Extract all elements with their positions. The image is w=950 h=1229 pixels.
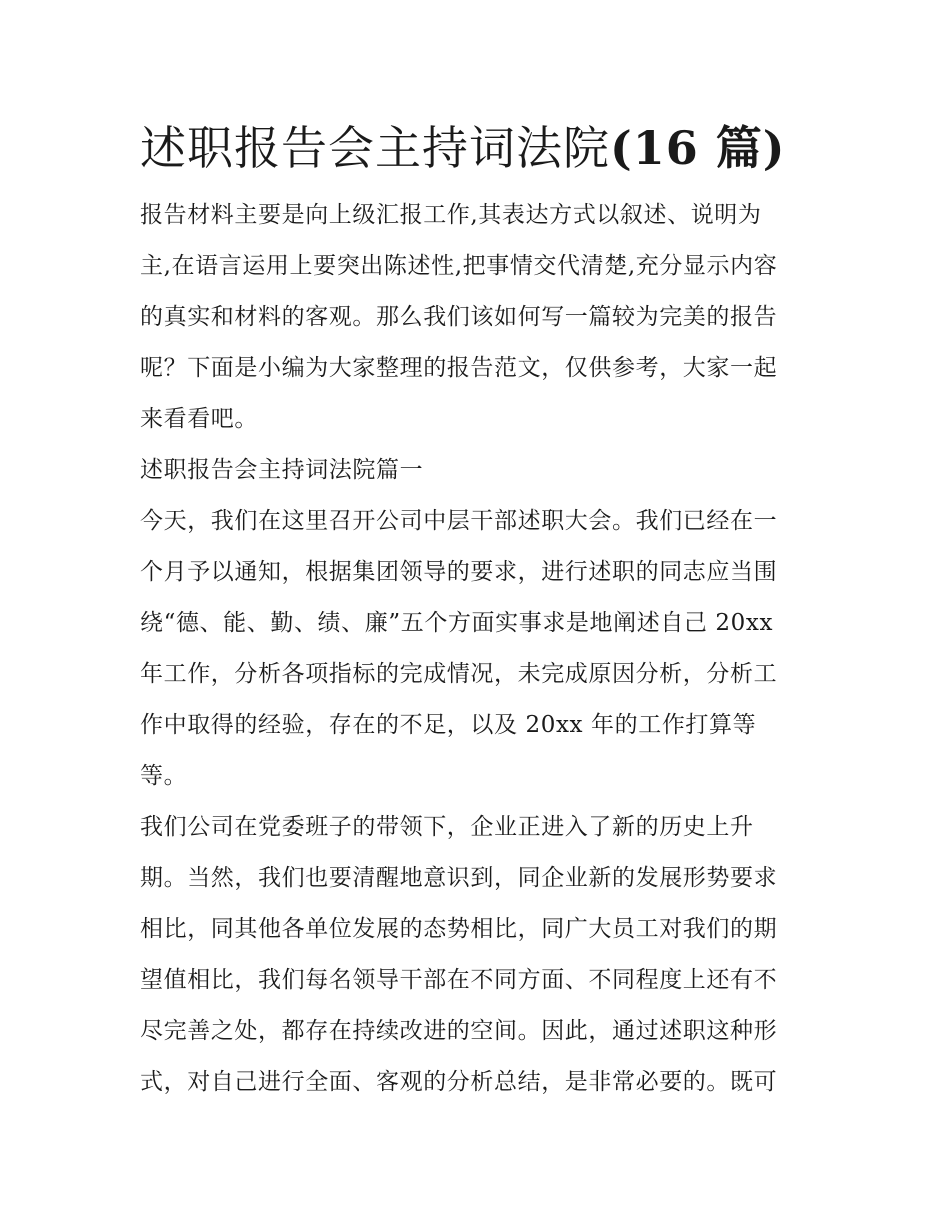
intro-paragraph — [140, 190, 820, 445]
text-line: 式，对自己进行全面、客观的分析总结，是非常必要的。既可 — [140, 1069, 778, 1095]
text-line: 的真实和材料的客观。那么我们该如何写一篇较为完美的报告 — [140, 304, 778, 330]
body-paragraph-1 — [140, 496, 820, 802]
text-line: 望值相比，我们每名领导干部在不同方面、不同程度上还有不 — [140, 967, 778, 993]
section-heading-text: 述职报告会主持词法院篇一 — [140, 457, 424, 483]
text-line: 等。 — [140, 763, 188, 789]
text-line: 我们公司在党委班子的带领下，企业正进入了新的历史上升 — [140, 814, 754, 840]
text-line: 报告材料主要是向上级汇报工作,其表达方式以叙述、说明为 — [140, 202, 762, 228]
text-line: 今天，我们在这里召开公司中层干部述职大会。我们已经在一 — [140, 508, 778, 534]
text-line: 个月予以通知，根据集团领导的要求，进行述职的同志应当围 — [140, 559, 778, 585]
text-line: 年工作，分析各项指标的完成情况，未完成原因分析，分析工 — [140, 661, 778, 687]
document-title — [140, 112, 820, 184]
text-line: 尽完善之处，都存在持续改进的空间。因此，通过述职这种形 — [140, 1018, 778, 1044]
section-heading — [140, 445, 820, 496]
text-line: 作中取得的经验，存在的不足，以及 20xx 年的工作打算等 — [140, 712, 757, 738]
body-paragraph-2 — [140, 802, 820, 1108]
text-line: 期。当然，我们也要清醒地意识到，同企业新的发展形势要求 — [140, 865, 778, 891]
text-line: 呢？下面是小编为大家整理的报告范文，仅供参考，大家一起 — [140, 355, 778, 381]
document-page — [140, 112, 820, 1108]
title-main: 述职报告会主持词法院 — [140, 121, 610, 175]
title-suffix: (16 篇) — [610, 121, 786, 175]
text-line: 绕“德、能、勤、绩、廉”五个方面实事求是地阐述自己 20xx — [140, 610, 774, 636]
text-line: 来看看吧。 — [140, 406, 258, 432]
text-line: 主,在语言运用上要突出陈述性,把事情交代清楚,充分显示内容 — [140, 253, 778, 279]
text-line: 相比，同其他各单位发展的态势相比，同广大员工对我们的期 — [140, 916, 778, 942]
